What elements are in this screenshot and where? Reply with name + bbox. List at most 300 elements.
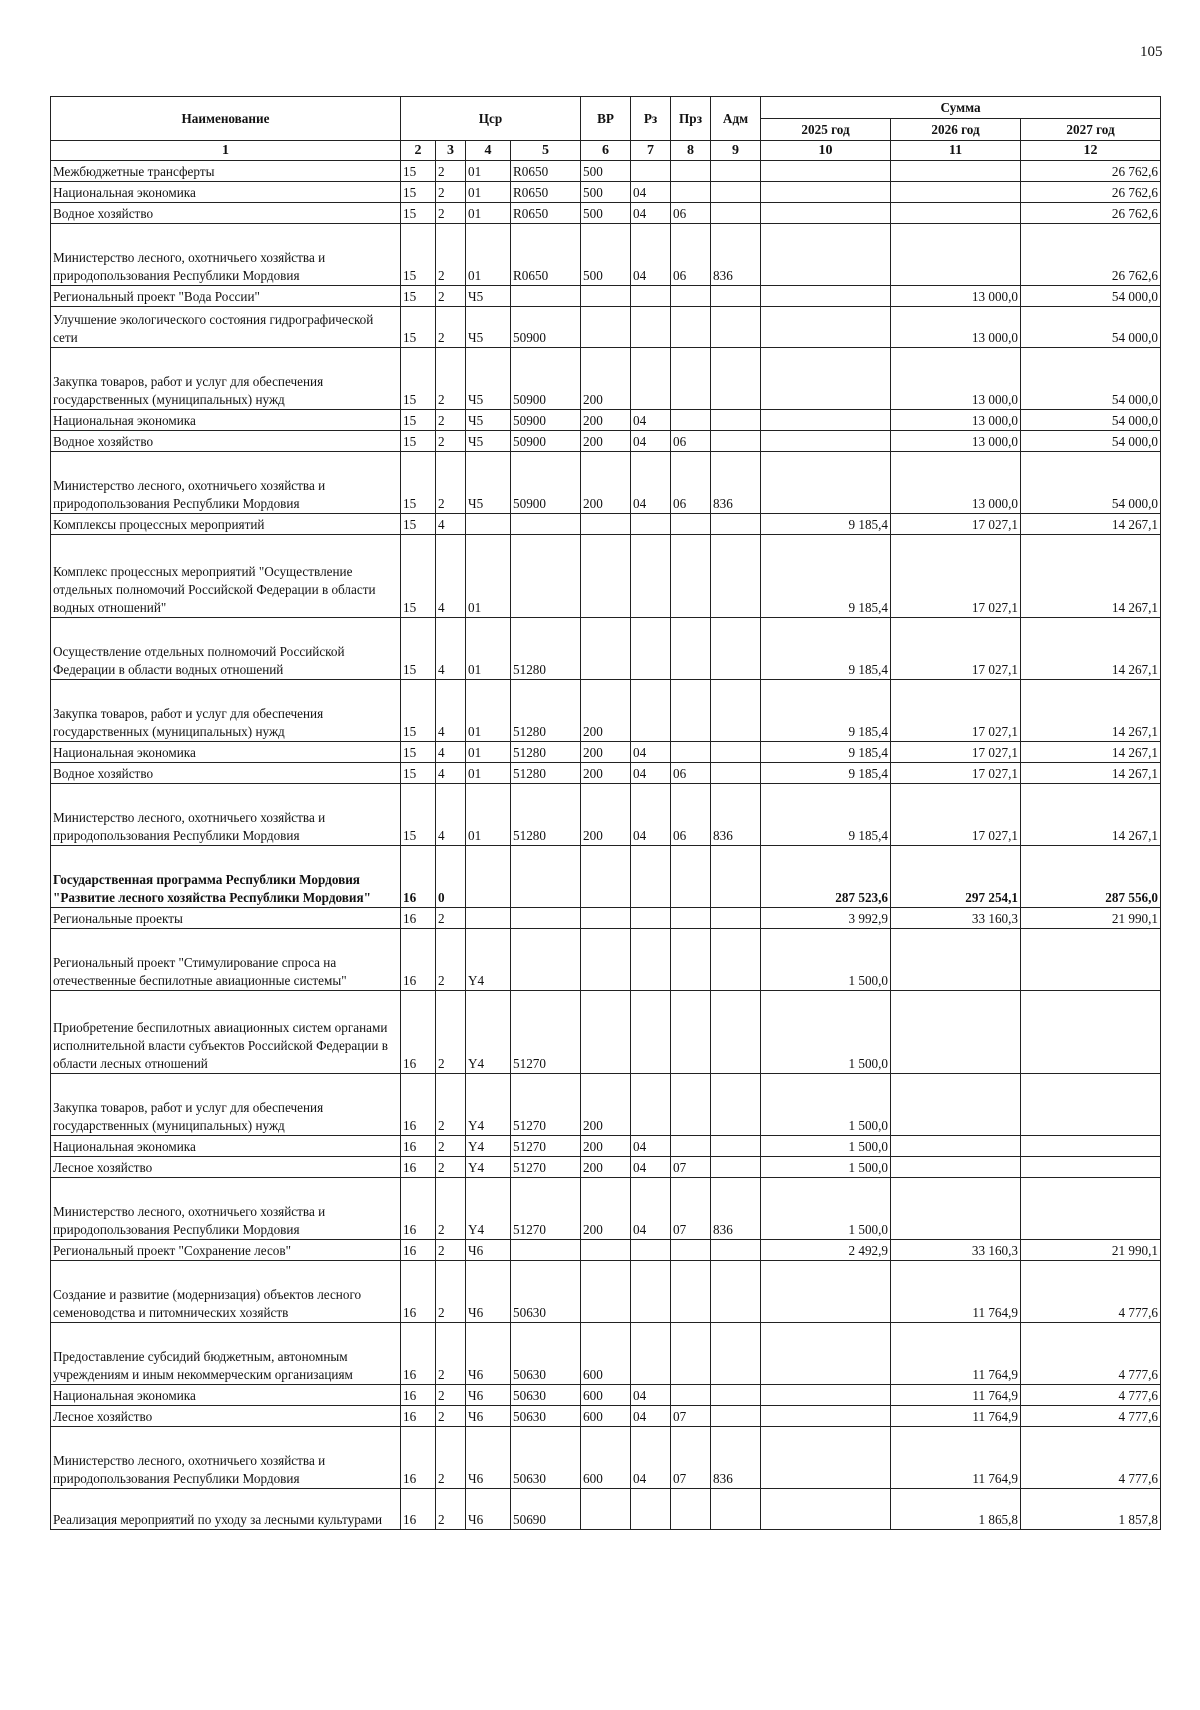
sum-2026: 17 027,1 [891,535,1021,618]
adm-code [711,161,761,182]
csr-subprogram: Ч6 [466,1427,511,1489]
adm-code [711,1136,761,1157]
sum-2027 [1021,1136,1161,1157]
csr-direction [511,1240,581,1261]
sum-2025: 1 500,0 [761,1157,891,1178]
csr-program: 16 [401,908,436,929]
csr-program: 16 [401,991,436,1074]
csr-direction: 51280 [511,763,581,784]
csr-program: 15 [401,161,436,182]
rz-code: 04 [631,1157,671,1178]
sum-2027 [1021,991,1161,1074]
vr-code: 200 [581,742,631,763]
row-name: Закупка товаров, работ и услуг для обеспечения государственных (муниципальных) нужд [51,348,401,410]
prz-code [671,514,711,535]
sum-2025: 3 992,9 [761,908,891,929]
vr-code: 200 [581,1178,631,1240]
rz-code [631,161,671,182]
vr-code [581,1240,631,1261]
csr-program: 15 [401,452,436,514]
csr-program: 15 [401,680,436,742]
csr-subprogram: 01 [466,742,511,763]
prz-code [671,846,711,908]
row-name: Национальная экономика [51,742,401,763]
csr-subprogram: Ч6 [466,1323,511,1385]
vr-code: 200 [581,431,631,452]
vr-code [581,535,631,618]
rz-code: 04 [631,1136,671,1157]
adm-code [711,1406,761,1427]
rz-code: 04 [631,1406,671,1427]
row-name: Национальная экономика [51,410,401,431]
sum-2027: 14 267,1 [1021,784,1161,846]
csr-subprogram: Ч5 [466,410,511,431]
sum-2026 [891,1136,1021,1157]
sum-2025 [761,452,891,514]
row-name: Государственная программа Республики Мордовия "Развитие лесного хозяйства Республики Мордовия" [51,846,401,908]
sum-2026: 13 000,0 [891,348,1021,410]
sum-2026 [891,203,1021,224]
adm-code [711,1074,761,1136]
sum-2025: 1 500,0 [761,1136,891,1157]
vr-code [581,618,631,680]
prz-code: 06 [671,452,711,514]
csr-program: 16 [401,1406,436,1427]
sum-2027: 4 777,6 [1021,1406,1161,1427]
csr-type: 2 [436,1427,466,1489]
rz-code [631,307,671,348]
csr-type: 0 [436,846,466,908]
table-row [51,1385,1161,1406]
csr-program: 15 [401,431,436,452]
row-name: Закупка товаров, работ и услуг для обеспечения государственных (муниципальных) нужд [51,1074,401,1136]
adm-code: 836 [711,1178,761,1240]
sum-2027: 4 777,6 [1021,1261,1161,1323]
vr-code [581,1489,631,1530]
csr-subprogram: Y4 [466,1074,511,1136]
prz-code: 06 [671,763,711,784]
csr-subprogram: Ч5 [466,431,511,452]
csr-direction [511,908,581,929]
col-number: 12 [1021,141,1161,161]
csr-subprogram: 01 [466,535,511,618]
csr-subprogram: Ч5 [466,348,511,410]
prz-code: 06 [671,203,711,224]
adm-code: 836 [711,784,761,846]
row-name: Министерство лесного, охотничьего хозяйства и природопользования Республики Мордовия [51,452,401,514]
csr-type: 2 [436,991,466,1074]
sum-2027: 4 777,6 [1021,1427,1161,1489]
sum-2025: 9 185,4 [761,680,891,742]
rz-code: 04 [631,452,671,514]
csr-direction: 50630 [511,1323,581,1385]
header-year-2027: 2027 год [1021,119,1161,141]
csr-program: 16 [401,1261,436,1323]
csr-direction: 50900 [511,348,581,410]
csr-type: 4 [436,618,466,680]
sum-2025: 1 500,0 [761,1074,891,1136]
sum-2025 [761,1385,891,1406]
sum-2025 [761,182,891,203]
rz-code: 04 [631,1385,671,1406]
col-number: 7 [631,141,671,161]
header-csr: Цср [401,97,581,141]
table-row [51,991,1161,1074]
table-row [51,680,1161,742]
col-number: 2 [401,141,436,161]
rz-code [631,929,671,991]
sum-2026: 11 764,9 [891,1427,1021,1489]
adm-code [711,1323,761,1385]
table-row [51,1427,1161,1489]
sum-2025: 9 185,4 [761,535,891,618]
table-row [51,203,1161,224]
row-name: Создание и развитие (модернизация) объектов лесного семеноводства и питомнических хозяйств [51,1261,401,1323]
table-row [51,929,1161,991]
table-row [51,1178,1161,1240]
csr-direction: 50900 [511,410,581,431]
csr-program: 15 [401,618,436,680]
sum-2025 [761,1489,891,1530]
sum-2027: 21 990,1 [1021,908,1161,929]
prz-code [671,182,711,203]
csr-program: 16 [401,929,436,991]
rz-code [631,1261,671,1323]
csr-subprogram: Ч6 [466,1385,511,1406]
sum-2027: 14 267,1 [1021,535,1161,618]
sum-2027: 14 267,1 [1021,514,1161,535]
table-row [51,1406,1161,1427]
csr-type: 2 [436,452,466,514]
csr-subprogram: 01 [466,203,511,224]
prz-code [671,1489,711,1530]
table-row [51,182,1161,203]
sum-2026 [891,991,1021,1074]
vr-code: 500 [581,203,631,224]
csr-program: 15 [401,224,436,286]
sum-2026: 297 254,1 [891,846,1021,908]
row-name: Национальная экономика [51,1136,401,1157]
col-number: 6 [581,141,631,161]
row-name: Улучшение экологического состояния гидрографической сети [51,307,401,348]
adm-code [711,410,761,431]
header-year-2026: 2026 год [891,119,1021,141]
csr-program: 16 [401,846,436,908]
col-number: 5 [511,141,581,161]
adm-code [711,431,761,452]
row-name: Национальная экономика [51,182,401,203]
adm-code: 836 [711,1427,761,1489]
csr-type: 4 [436,784,466,846]
adm-code [711,929,761,991]
adm-code [711,1385,761,1406]
sum-2026 [891,929,1021,991]
col-number: 10 [761,141,891,161]
table-row [51,307,1161,348]
csr-direction [511,535,581,618]
csr-program: 15 [401,410,436,431]
adm-code [711,203,761,224]
table-row [51,1323,1161,1385]
sum-2026 [891,224,1021,286]
vr-code: 200 [581,1136,631,1157]
sum-2025 [761,307,891,348]
sum-2027: 26 762,6 [1021,182,1161,203]
prz-code [671,161,711,182]
csr-type: 2 [436,1406,466,1427]
vr-code [581,929,631,991]
csr-type: 2 [436,1240,466,1261]
vr-code [581,846,631,908]
csr-subprogram: Ч6 [466,1406,511,1427]
csr-subprogram: 01 [466,224,511,286]
csr-direction [511,846,581,908]
csr-direction: 51280 [511,742,581,763]
csr-direction: 50900 [511,307,581,348]
csr-program: 15 [401,286,436,307]
csr-program: 15 [401,535,436,618]
row-name: Министерство лесного, охотничьего хозяйства и природопользования Республики Мордовия [51,224,401,286]
sum-2027: 54 000,0 [1021,286,1161,307]
sum-2027 [1021,1157,1161,1178]
rz-code [631,1489,671,1530]
adm-code [711,908,761,929]
prz-code: 07 [671,1157,711,1178]
csr-program: 15 [401,784,436,846]
csr-type: 4 [436,763,466,784]
table-row [51,846,1161,908]
vr-code: 500 [581,224,631,286]
csr-type: 2 [436,1489,466,1530]
prz-code [671,1385,711,1406]
sum-2026: 11 764,9 [891,1261,1021,1323]
prz-code [671,1261,711,1323]
sum-2026: 33 160,3 [891,908,1021,929]
table-row [51,286,1161,307]
adm-code [711,286,761,307]
prz-code [671,908,711,929]
csr-direction: 51270 [511,1178,581,1240]
table-row [51,535,1161,618]
csr-subprogram: 01 [466,784,511,846]
row-name: Лесное хозяйство [51,1406,401,1427]
sum-2027: 14 267,1 [1021,618,1161,680]
sum-2025: 9 185,4 [761,618,891,680]
csr-program: 15 [401,742,436,763]
header-vr: ВР [581,97,631,141]
csr-type: 2 [436,929,466,991]
csr-type: 4 [436,680,466,742]
rz-code: 04 [631,203,671,224]
vr-code: 200 [581,763,631,784]
vr-code [581,514,631,535]
sum-2027: 26 762,6 [1021,161,1161,182]
csr-subprogram: 01 [466,763,511,784]
table-row [51,1074,1161,1136]
vr-code: 600 [581,1323,631,1385]
csr-direction: 51280 [511,680,581,742]
csr-subprogram: Ч5 [466,307,511,348]
csr-program: 16 [401,1427,436,1489]
csr-subprogram: Y4 [466,991,511,1074]
sum-2026: 17 027,1 [891,618,1021,680]
rz-code [631,680,671,742]
prz-code [671,1240,711,1261]
column-numbers-row [51,141,1161,161]
col-number: 9 [711,141,761,161]
vr-code: 200 [581,680,631,742]
csr-type: 2 [436,410,466,431]
sum-2025: 1 500,0 [761,929,891,991]
row-name: Межбюджетные трансферты [51,161,401,182]
row-name: Водное хозяйство [51,203,401,224]
prz-code [671,348,711,410]
sum-2026 [891,182,1021,203]
csr-direction: 51280 [511,618,581,680]
sum-2025: 9 185,4 [761,763,891,784]
sum-2025 [761,431,891,452]
sum-2027 [1021,929,1161,991]
row-name: Реализация мероприятий по уходу за лесными культурами [51,1489,401,1530]
csr-type: 4 [436,535,466,618]
header-adm: Адм [711,97,761,141]
prz-code: 07 [671,1178,711,1240]
sum-2026: 13 000,0 [891,410,1021,431]
csr-direction: 51270 [511,991,581,1074]
row-name: Министерство лесного, охотничьего хозяйства и природопользования Республики Мордовия [51,1427,401,1489]
csr-type: 2 [436,1157,466,1178]
rz-code [631,1240,671,1261]
sum-2026: 13 000,0 [891,286,1021,307]
prz-code [671,535,711,618]
adm-code [711,763,761,784]
prz-code [671,410,711,431]
sum-2027 [1021,1178,1161,1240]
vr-code: 600 [581,1406,631,1427]
col-number: 4 [466,141,511,161]
vr-code: 200 [581,410,631,431]
table-row [51,1240,1161,1261]
csr-subprogram: 01 [466,680,511,742]
row-name: Региональные проекты [51,908,401,929]
page-number: 105 [1140,44,1163,60]
sum-2027 [1021,1074,1161,1136]
csr-program: 16 [401,1240,436,1261]
csr-type: 2 [436,431,466,452]
prz-code [671,680,711,742]
vr-code: 500 [581,161,631,182]
adm-code [711,1240,761,1261]
sum-2026: 17 027,1 [891,742,1021,763]
row-name: Региональный проект "Стимулирование спроса на отечественные беспилотные авиационные системы" [51,929,401,991]
sum-2027: 26 762,6 [1021,224,1161,286]
vr-code: 500 [581,182,631,203]
row-name: Водное хозяйство [51,763,401,784]
csr-subprogram: Y4 [466,1136,511,1157]
adm-code [711,1157,761,1178]
rz-code [631,1074,671,1136]
sum-2026 [891,1157,1021,1178]
sum-2026: 13 000,0 [891,452,1021,514]
rz-code: 04 [631,1178,671,1240]
vr-code [581,286,631,307]
sum-2026 [891,161,1021,182]
rz-code [631,286,671,307]
table-row [51,1157,1161,1178]
row-name: Комплексы процессных мероприятий [51,514,401,535]
adm-code [711,680,761,742]
prz-code [671,307,711,348]
table-row [51,224,1161,286]
csr-direction: 51270 [511,1157,581,1178]
sum-2027: 54 000,0 [1021,348,1161,410]
vr-code: 600 [581,1385,631,1406]
adm-code [711,1261,761,1323]
vr-code [581,307,631,348]
col-number: 8 [671,141,711,161]
row-name: Национальная экономика [51,1385,401,1406]
csr-direction [511,929,581,991]
sum-2025: 2 492,9 [761,1240,891,1261]
vr-code: 200 [581,1074,631,1136]
rz-code: 04 [631,763,671,784]
csr-direction: 51270 [511,1136,581,1157]
prz-code [671,991,711,1074]
adm-code [711,307,761,348]
table-row [51,784,1161,846]
col-number: 3 [436,141,466,161]
vr-code [581,908,631,929]
sum-2025: 1 500,0 [761,991,891,1074]
col-number: 11 [891,141,1021,161]
rz-code [631,618,671,680]
row-name: Министерство лесного, охотничьего хозяйства и природопользования Республики Мордовия [51,1178,401,1240]
adm-code [711,514,761,535]
csr-type: 4 [436,742,466,763]
row-name: Комплекс процессных мероприятий "Осуществление отдельных полномочий Российской Федерации в области водных отношений" [51,535,401,618]
csr-type: 2 [436,1074,466,1136]
sum-2026: 13 000,0 [891,307,1021,348]
sum-2025 [761,1261,891,1323]
csr-program: 15 [401,348,436,410]
csr-direction: 50630 [511,1427,581,1489]
table-row [51,1489,1161,1530]
sum-2027: 287 556,0 [1021,846,1161,908]
header-sum: Сумма [761,97,1161,119]
sum-2025: 1 500,0 [761,1178,891,1240]
prz-code: 06 [671,431,711,452]
prz-code [671,1074,711,1136]
table-row [51,161,1161,182]
csr-direction: R0650 [511,182,581,203]
rz-code [631,1323,671,1385]
vr-code: 200 [581,348,631,410]
csr-direction: 50630 [511,1406,581,1427]
csr-direction [511,286,581,307]
csr-program: 16 [401,1157,436,1178]
sum-2027: 54 000,0 [1021,307,1161,348]
budget-table [50,96,1161,1530]
sum-2026: 1 865,8 [891,1489,1021,1530]
rz-code [631,846,671,908]
rz-code: 04 [631,742,671,763]
sum-2026 [891,1074,1021,1136]
sum-2026: 17 027,1 [891,763,1021,784]
csr-subprogram: Ч5 [466,286,511,307]
csr-subprogram: Y4 [466,1157,511,1178]
row-name: Осуществление отдельных полномочий Российской Федерации в области водных отношений [51,618,401,680]
csr-program: 16 [401,1385,436,1406]
